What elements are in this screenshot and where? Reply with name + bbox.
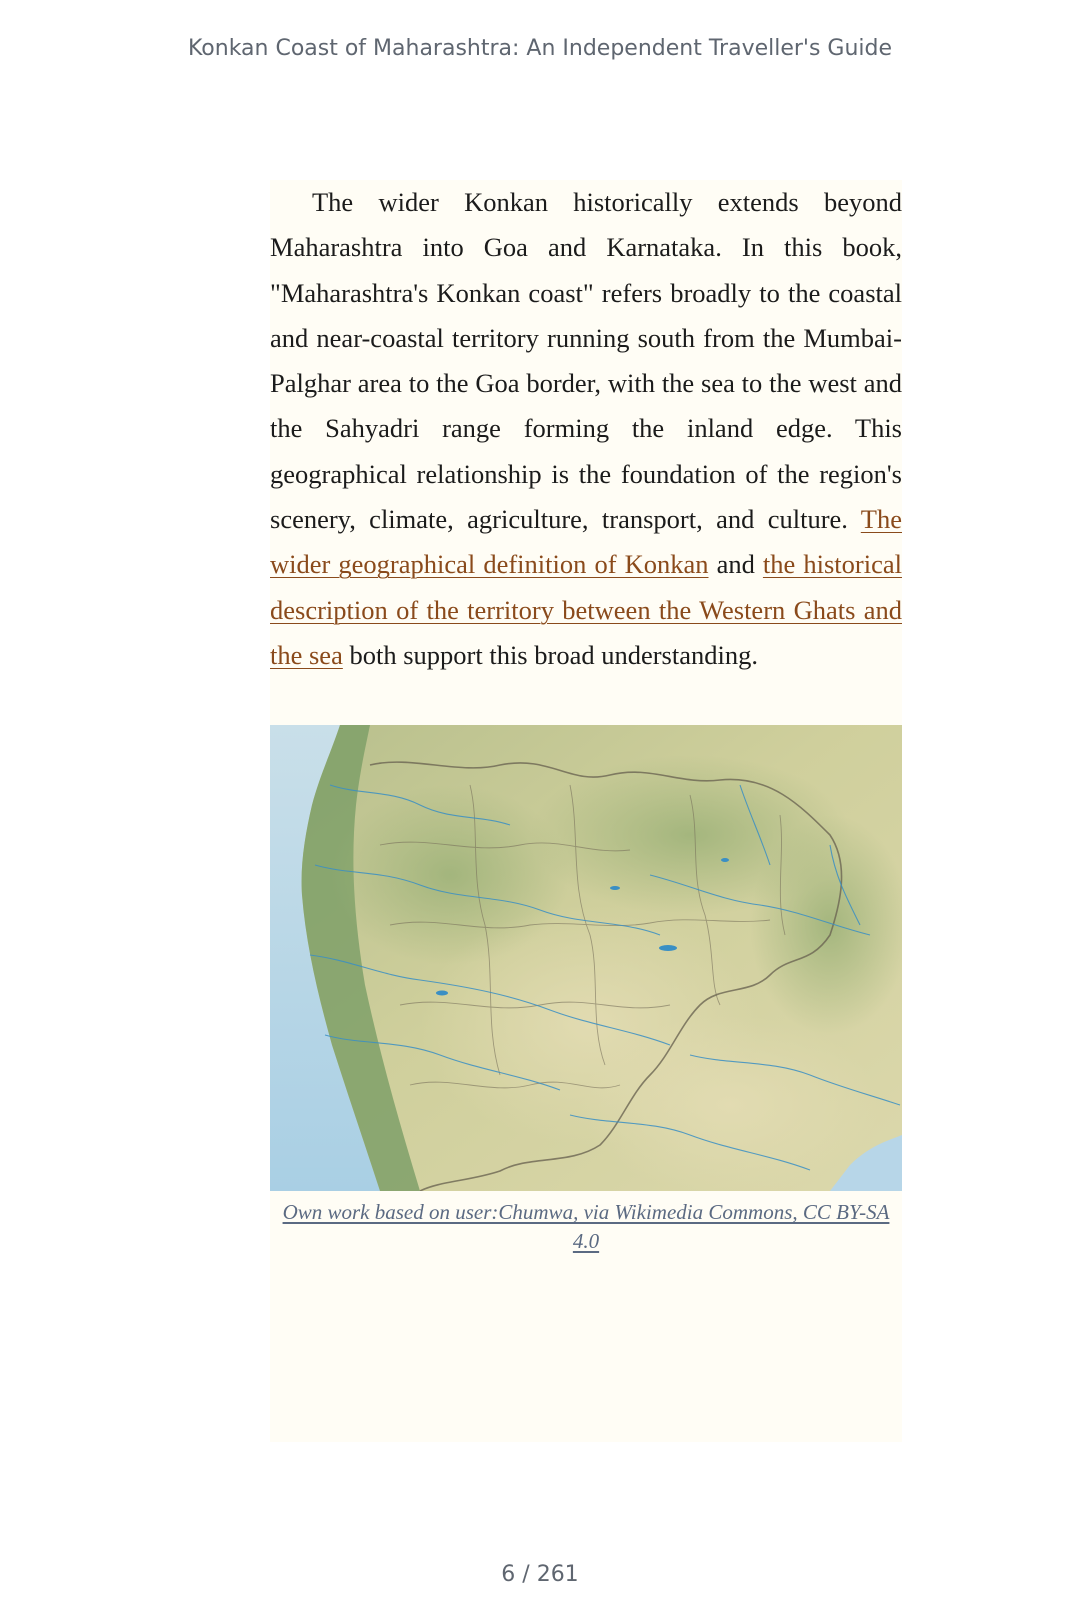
paragraph-connector: and xyxy=(708,549,763,580)
page-content xyxy=(270,180,902,1442)
page-indicator: 6 / 261 xyxy=(501,1562,579,1587)
paragraph-text-start: The wider Konkan historically extends beyond Maharashtra into Goa and Karnataka. In this book, "Maharashtra's Konkan coast" refers broadly to the coastal and near-coastal territory running south from the Mumbai-Palghar area to the Goa border, with the sea to the west and the Sahyadri range forming the inland edge. This geographical relationship is the foundation of the region's scenery, climate, agriculture, transport, and culture. xyxy=(270,187,902,535)
attribution-link[interactable]: Own work based on user:Chumwa, via Wikimedia Commons, CC BY-SA 4.0 xyxy=(282,1200,890,1253)
body-paragraph xyxy=(270,180,902,678)
relief-map-image xyxy=(270,725,902,1191)
paragraph-text-end: both support this broad understanding. xyxy=(342,639,758,670)
book-title: Konkan Coast of Maharashtra: An Independent Traveller's Guide xyxy=(187,36,893,61)
figure-caption xyxy=(270,1198,902,1256)
konkan-definition-link[interactable]: The wider geographical definition of Konkan xyxy=(270,504,902,580)
historical-description-link[interactable]: the historical description of the territory between the Western Ghats and the sea xyxy=(270,549,902,670)
relief-map-figure xyxy=(270,725,902,1191)
